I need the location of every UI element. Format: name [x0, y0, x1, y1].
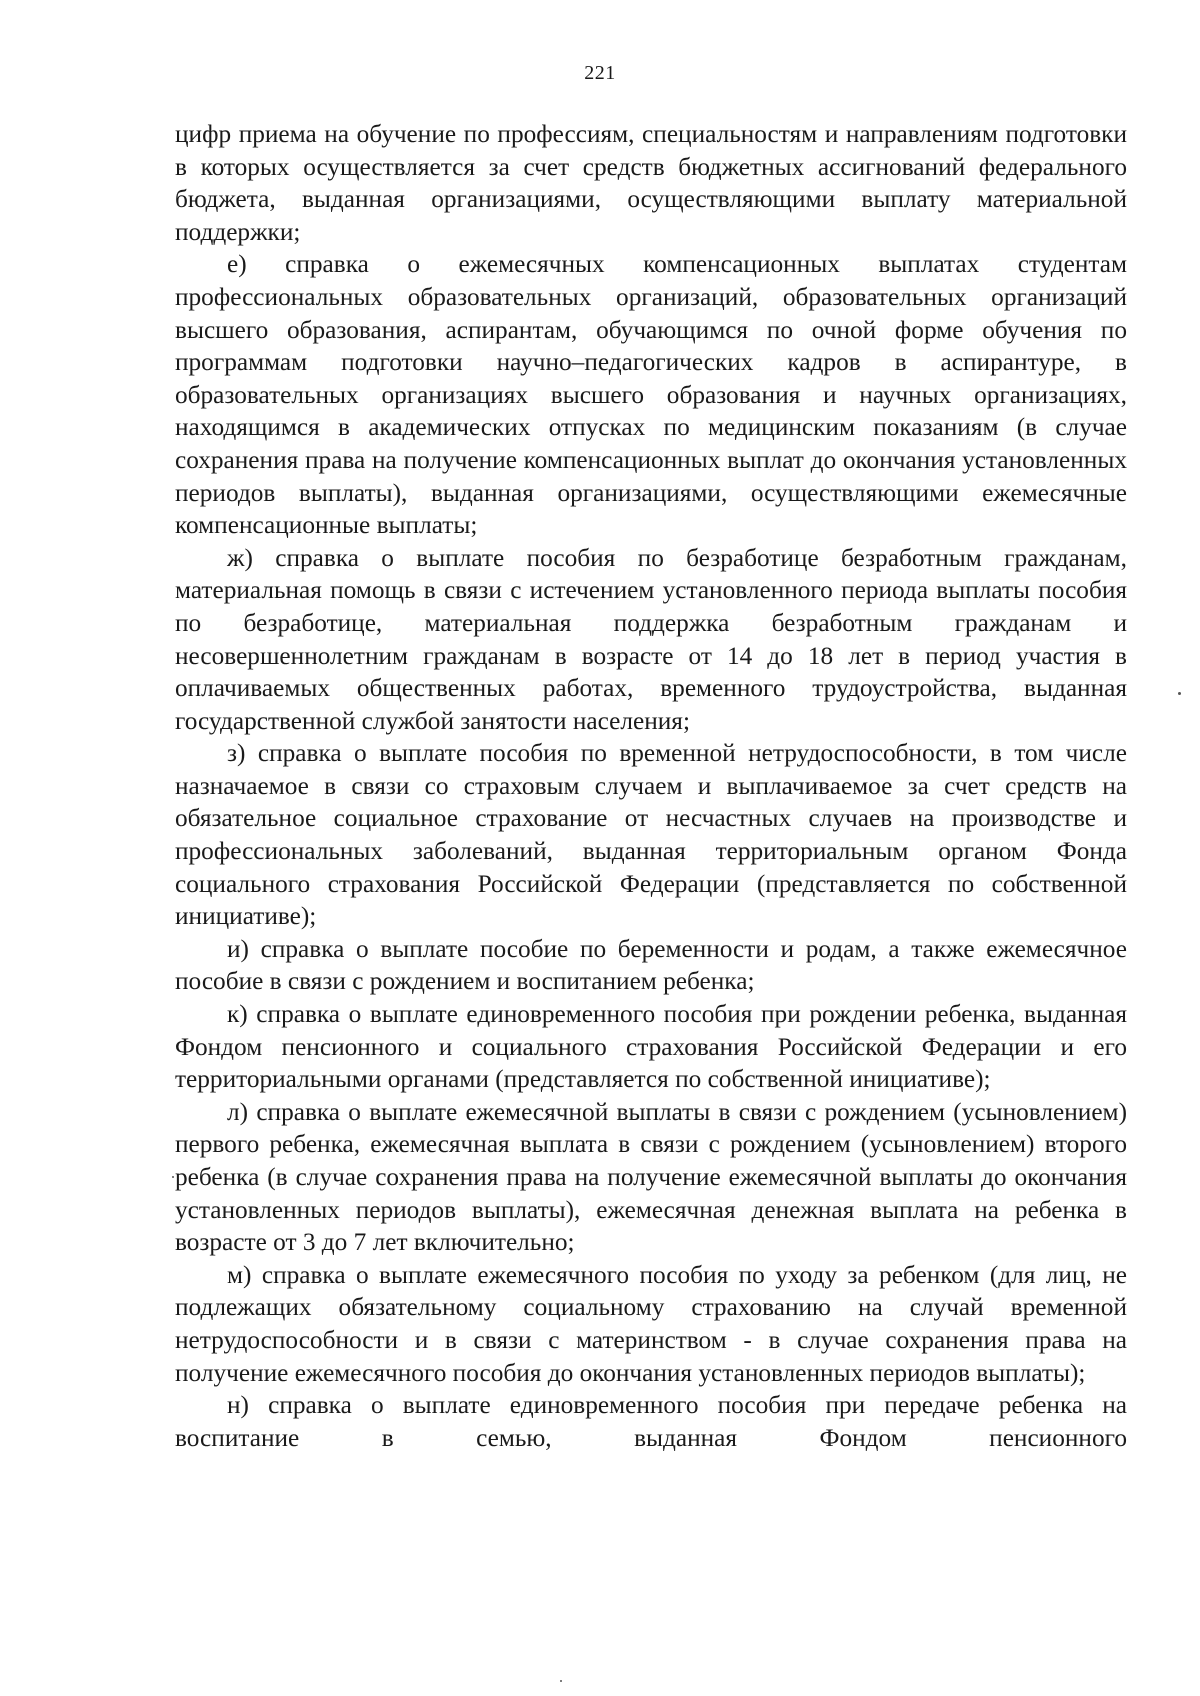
- scan-speck: [560, 1680, 562, 1682]
- paragraph-item-m: м) справка о выплате ежемесячного пособия по уходу за ребенком (для лиц, не подлежащих обязательному социальному страхованию на случай временной нетрудоспособности и в связи с материнством - в случае сохранения права на получение ежемесячного пособия до окончания установленных периодов выплаты);: [175, 1260, 1127, 1387]
- paragraph-item-e: е) справка о ежемесячных компенсационных выплатах студентам профессиональных образовательных организаций, образовательных организаций высшего образования, аспирантам, обучающимся по очной форме обучения по программам подготовки научно–педагогических кадров в аспирантуре, в образовательных организациях высшего образования и научных организациях, находящимся в академических отпусках по медицинским показаниям (в случае сохранения права на получение компенсационных выплат до окончания установленных периодов выплаты), выданная организациями, осуществляющими ежемесячные компенсационные выплаты;: [175, 250, 1127, 540]
- page-number: 221: [584, 62, 616, 84]
- paragraph-item-l: л) справка о выплате ежемесячной выплаты в связи с рождением (усыновлением) первого ребенка, ежемесячная выплата в связи с рождением (усыновлением) второго ребенка (в случае сохранения права на получение ежемесячной выплаты до окончания установленных периодов выплаты), ежемесячная денежная выплата на ребенка в возрасте от 3 до 7 лет включительно;: [175, 1097, 1127, 1257]
- scan-speck: [172, 1176, 174, 1178]
- paragraph-continuation: цифр приема на обучение по профессиям, специальностям и направлениям подготовки в которых осуществляется за счет средств бюджетных ассигнований федерального бюджета, выданная организациями, осуществляющими выплату материальной поддержки;: [175, 120, 1127, 246]
- paragraph-item-zh: ж) справка о выплате пособия по безработице безработным гражданам, материальная помощь в связи с истечением установленного периода выплаты пособия по безработице, материальная поддержка безработным гражданам и несовершеннолетним гражданам в возрасте от 14 до 18 лет в период участия в оплачиваемых общественных работах, временного трудоустройства, выданная государственной службой занятости населения;: [175, 543, 1127, 735]
- paragraph-item-n: н) справка о выплате единовременного пособия при передаче ребенка на воспитание в семью, выданная Фондом пенсионного: [175, 1391, 1127, 1452]
- paragraph-item-i: и) справка о выплате пособие по беременности и родам, а также ежемесячное пособие в связи с рождением и воспитанием ребенка;: [175, 934, 1127, 996]
- document-body: [175, 118, 1127, 1454]
- paragraph-item-k: к) справка о выплате единовременного пособия при рождении ребенка, выданная Фондом пенсионного и социального страхования Российской Федерации и его территориальными органами (представляется по собственной инициативе);: [175, 1000, 1127, 1094]
- scan-speck: [1178, 692, 1181, 695]
- paragraph-item-z: з) справка о выплате пособия по временной нетрудоспособности, в том числе назначаемое в связи со страховым случаем и выплачиваемое за счет средств на обязательное социальное страхование от несчастных случаев на производстве и профессиональных заболеваний, выданная территориальным органом Фонда социального страхования Российской Федерации (представляется по собственной инициативе);: [175, 739, 1127, 931]
